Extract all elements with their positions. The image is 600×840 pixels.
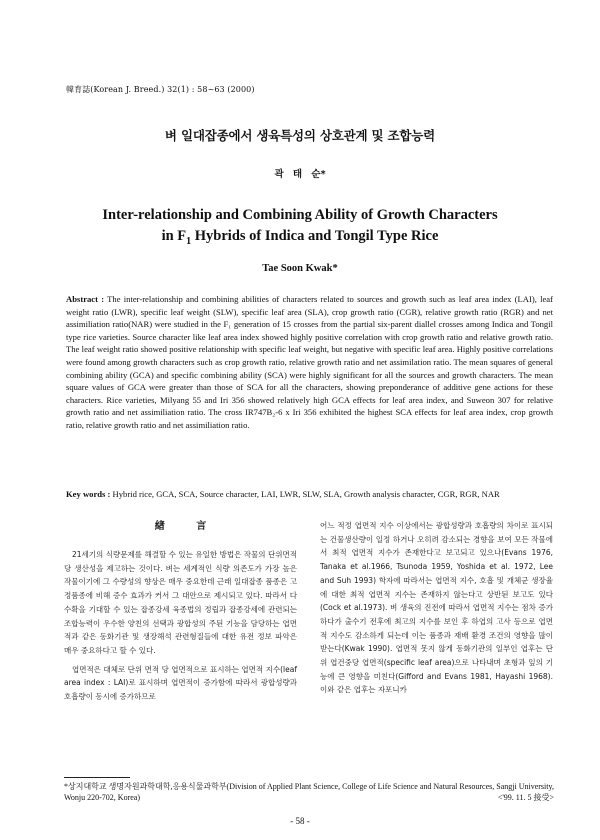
footnote-divider [64,777,130,778]
title-english-line1: Inter-relationship and Combining Ability of Growth Characters [102,207,498,223]
title-english [0,205,600,252]
body-column-left [64,520,297,704]
keywords-label: Key words : [66,489,111,499]
journal-citation: 韓育誌(Korean J. Breed.) 32(1) : 58~63 (2000) [66,85,255,94]
abstract-label: Abstract : [66,294,105,304]
section-heading-introduction: 緖 言 [154,521,207,532]
author-english: Tae Soon Kwak* [262,263,338,274]
title-english-line2 [0,226,600,252]
author-korean: 곽 태 순* [274,169,326,180]
keywords-text: Hybrid rice, GCA, SCA, Source character, LAI, LWR, SLW, SLA, Growth analysis character, CGR, RGR, NAR [110,489,500,499]
title-english-line2-sub: 1 [186,235,192,247]
title-english-line2-post: Hybrids of Indica and Tongil Type Rice [191,228,439,244]
body-paragraph: 어느 적정 엽면적 지수 이상에서는 광합성량과 호흡량의 차이로 표시되는 건물생산량이 일정 하거나 오히려 감소되는 경향을 보여 모든 작물에서 최적 엽면적 지수가 존재한다고 보고되고 있으나(Evans 1976, Tanaka et al.1966, Tsunoda 1959, Yoshida et al. 1972, Lee and Suh 1993) 학자에 따라서는 엽면적 지수, 호흡 및 개체군 생장율에 대한 최적 엽면적 지수는 존재하지 않는다고 상반된 보고도 있다(Cock et al.1973). 벼 생육의 진전에 따라서 엽면적 지수는 점차 증가 하다가 출수기 전후에 최고의 지수를 보인 후 하엽의 고사 등으로 엽면적 지수도 감소하게 되는데 이는 품종과 재배 환경 조건의 영향을 많이 받는다(Kwak 1990). 엽면적 못지 않게 동화기관의 일부인 엽후는 단위 엽건중당 엽면적(specific leaf area)으로 나타내며 초형과 잎의 기능에 큰 영향을 미친다(Gifford and Evans 1981, Hayashi 1968). 이와 같은 엽후는 자포니카 [320,521,553,695]
footnote-affiliation: *상지대학교 생명자원과학대학,응용식물과학부(Division of Applied Plant Science, College of Life Science and Natural Resources, Sangji University, Wonju 220-702, Korea) [64,782,554,802]
body-paragraph: 21세기의 식량문제를 해결할 수 있는 유일한 방법은 작물의 단위면적당 생산성을 제고하는 것이다. 벼는 세계적인 식량 의존도가 가장 높은 작물이기에 그 수량성의 향상은 매우 중요한데 근래 일대잡종 품종은 고정품종에 비해 증수 효과가 커서 그 대안으로 제시되고 있다. 따라서 다수확을 기대할 수 있는 잡종강세 육종법의 정립과 잡종강세에 관련되는 조합능력이 우수한 양친의 선택과 광합성의 주된 기능을 담당하는 엽면적과 같은 동화기관 및 생장해석 관련형질들에 대한 유전 정보 파악은 매우 중요하다고 할 수 있다. [64,550,297,655]
received-date: <'99. 11. 5 接受> [497,793,554,802]
title-korean: 벼 일대잡종에서 생육특성의 상호관계 및 조합능력 [164,128,436,143]
page-number: - 58 - [290,816,310,826]
body-column-right [320,519,553,697]
body-paragraph: 엽면적은 대체로 단위 면적 당 엽면적으로 표시하는 엽면적 지수(leaf area index : LAI)로 표시하며 엽면적이 증가함에 따라서 광합성량과 호흡량이 동시에 증가하므로 [64,664,297,702]
abstract-text: The inter-relationship and combining abilities of characters related to sources and growth such as leaf area index (LAI), leaf weight ratio (LWR), specific leaf weight (SLW), specific leaf area (SLA), crop growth ratio (CGR), relative growth ratio (RGR) and net assimiliation ratio(NAR) were studied in the F₁ generation of 15 crosses from the partial six-parent diallel crosses among Indica and Tongil type rice varieties. Source character like leaf area index showed highly positive correlation with crop growth ratio and relative growth ratio. The leaf weight ratio showed positive relationship with specific leaf weight, but negative with specific leaf area. Highly positive correlations were found among growth characters such as crop growth ratio, relative growth ratio and net assimilation ratio. The mean squares of general combining ability (GCA) and specific combining ability (SCA) were highly significant for all the sources and growth characters. The mean square values of GCA were greater than those of SCA for all the characters, showing preponderance of additive gene actions for these characters. Rice varieties, Milyang 55 and Iri 356 showed relatively high GCA effects for leaf area index, and Suweon 307 for relative growth ratio and net assimiliation ratio. The cross IR747B₂-6 x Iri 356 exhibited the highest SCA effects for leaf area index, crop growth ratio, relative growth ratio and net assimiliation ratio. [66,294,553,430]
title-english-line2-pre: in F [161,228,187,244]
abstract [66,293,553,432]
keywords [66,488,556,500]
